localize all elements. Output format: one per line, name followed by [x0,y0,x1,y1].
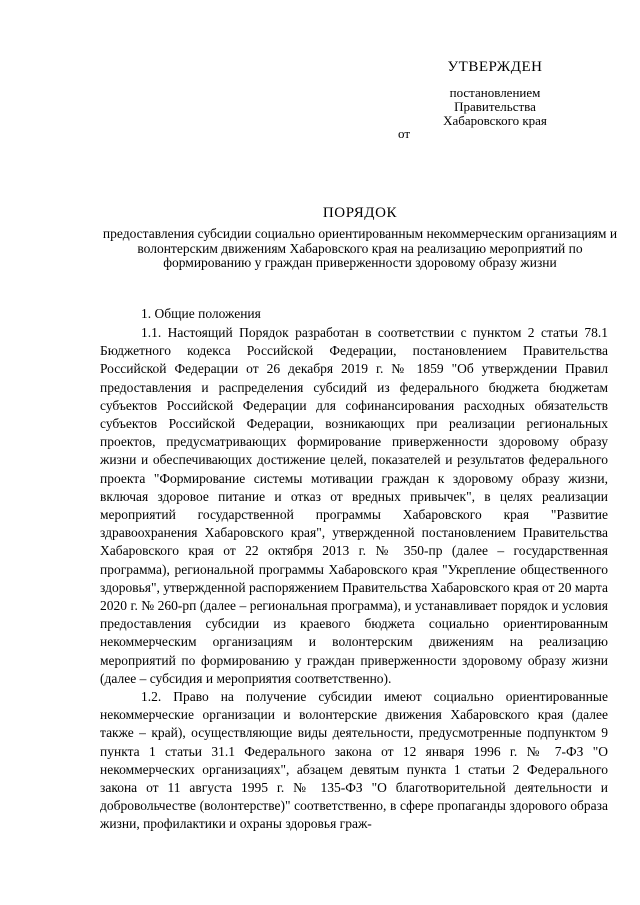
approval-line-3: Хабаровского края [443,113,547,128]
section-heading: 1. Общие положения [141,306,261,321]
paragraph-1-2: 1.2. Право на получение субсидии имеют социально ориентированные некоммерческие организации и волонтерские движения Хабаровского края (далее также – край), осуществляющие виды деятельности, предусмотренные подпунктом 9 пункта 1 статьи 31.1 Федерального закона от 12 января 1996 г. № 7-ФЗ "О некоммерческих организациях", абзацем девятым пункта 1 статьи 2 Федерального закона от 11 августа 1995 г. № 135-ФЗ "О благотворительной деятельности и добровольчестве (волонтерстве)" соответственно, в сфере пропаганды здорового образа жизни, профилактики и охраны здоровья граж- [100,689,608,832]
document-title: ПОРЯДОК [322,205,398,221]
approval-date-from: от [398,126,411,141]
approval-stamp [380,58,610,128]
document-body [100,324,608,834]
paragraph-1-1: 1.1. Настоящий Порядок разработан в соответствии с пунктом 2 статьи 78.1 Бюджетного кодекса Российской Федерации, постановлением Правительства Российской Федерации от 26 декабря 2019 г. № 1859 "Об утверждении Правил предоставления и распределения субсидий из федерального бюджета бюджетам субъектов Российской Федерации для софинансирования расходных обязательств субъектов Российской Федерации, возникающих при реализации региональных проектов, предусматривающих формирование приверженности здоровому образу жизни и обеспечивающих достижение целей, показателей и результатов федерального проекта "Формирование системы мотивации граждан к здоровому образу жизни, включая здоровое питание и отказ от вредных привычек", в целях реализации мероприятий государственной программы Хабаровского края "Развитие здравоохранения Хабаровского края", утвержденной постановлением Правительства Хабаровского края от 22 октября 2013 г. № 350-пр (далее – государственная программа), региональной программы Хабаровского края "Укрепление общественного здоровья", утвержденной распоряжением Правительства Хабаровского края от 20 марта 2020 г. № 260-рп (далее – региональная программа), и устанавливает порядок и условия предоставления субсидии из краевого бюджета социально ориентированным некоммерческим организациям и волонтерским движениям на реализацию мероприятий по формированию у граждан приверженности здоровому образу жизни (далее – субсидия и мероприятия соответственно). [100,325,608,686]
approval-line-2: Правительства [454,99,536,114]
approved-label: УТВЕРЖДЕН [447,59,543,75]
approval-line-1: постановлением [449,85,541,100]
document-subtitle: предоставления субсидии социально ориентированным некоммерческим организациям и волонтерским движениям Хабаровского края на реализацию мероприятий по формированию у граждан приверженности здоровому образу жизни [102,226,618,270]
